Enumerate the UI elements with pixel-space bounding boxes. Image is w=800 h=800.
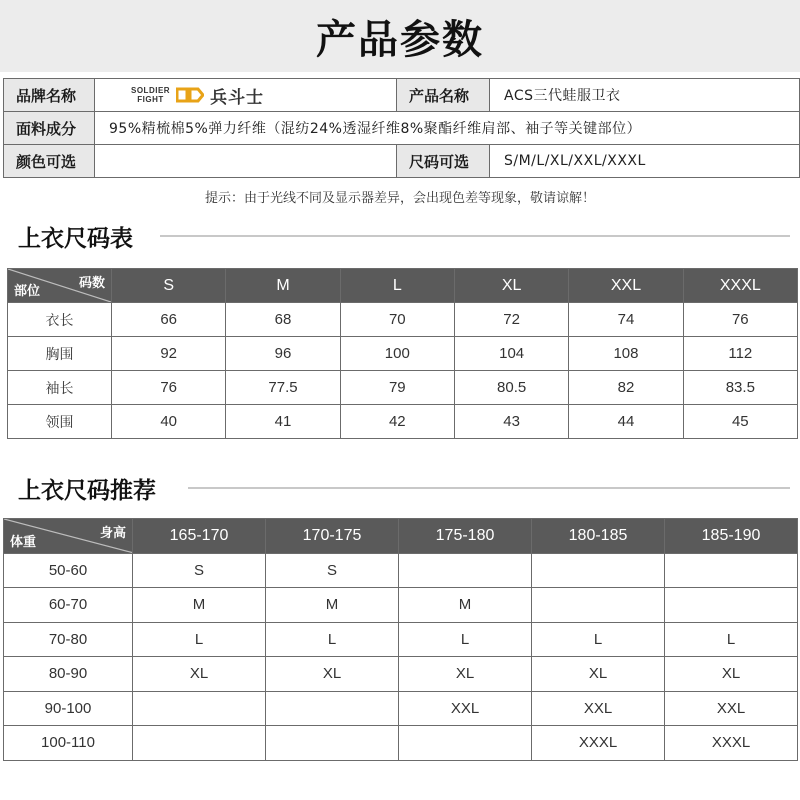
table-cell: 83.5 bbox=[683, 371, 797, 405]
fabric-label: 面料成分 bbox=[4, 112, 95, 145]
table-cell bbox=[532, 588, 665, 623]
table-cell: L bbox=[532, 622, 665, 657]
height-col-header: 180-185 bbox=[532, 519, 665, 554]
table-cell: 41 bbox=[226, 405, 340, 439]
page-title: 产品参数 bbox=[316, 16, 484, 63]
height-col-header: 185-190 bbox=[665, 519, 798, 554]
size-value: S/M/L/XL/XXL/XXXL bbox=[490, 145, 800, 178]
table-cell: XL bbox=[665, 657, 798, 692]
size-col-header: M bbox=[226, 269, 340, 303]
brand-mark-icon bbox=[176, 87, 204, 103]
product-label: 产品名称 bbox=[397, 79, 490, 112]
table-row bbox=[4, 657, 798, 692]
table-cell: 40 bbox=[112, 405, 226, 439]
size-col-header: XXXL bbox=[683, 269, 797, 303]
table-cell bbox=[266, 691, 399, 726]
size-chart-header-row bbox=[8, 269, 798, 303]
corner-weight-label: 体重 bbox=[10, 534, 37, 550]
table-cell: XXXL bbox=[532, 726, 665, 761]
table-cell: M bbox=[266, 588, 399, 623]
table-cell: 66 bbox=[112, 303, 226, 337]
corner-height-label: 身高 bbox=[99, 526, 126, 541]
table-cell: S bbox=[266, 553, 399, 588]
table-row bbox=[4, 622, 798, 657]
table-cell bbox=[665, 553, 798, 588]
size-label: 尺码可选 bbox=[397, 145, 490, 178]
size-col-header: S bbox=[112, 269, 226, 303]
row-label: 领围 bbox=[8, 405, 112, 439]
divider bbox=[188, 487, 790, 489]
table-cell: 92 bbox=[112, 337, 226, 371]
size-col-header: XXL bbox=[569, 269, 683, 303]
size-chart-table bbox=[7, 268, 798, 439]
table-cell: 112 bbox=[683, 337, 797, 371]
table-cell bbox=[665, 588, 798, 623]
recommend-title: 上衣尺码推荐 bbox=[18, 478, 156, 504]
table-cell: 96 bbox=[226, 337, 340, 371]
table-cell: 70 bbox=[340, 303, 454, 337]
brand-logo-cell bbox=[95, 79, 397, 112]
table-cell bbox=[532, 553, 665, 588]
table-row bbox=[8, 371, 798, 405]
row-label: 50-60 bbox=[4, 553, 133, 588]
table-row bbox=[8, 405, 798, 439]
table-cell: 80.5 bbox=[454, 371, 568, 405]
size-col-header: XL bbox=[454, 269, 568, 303]
divider bbox=[160, 235, 790, 237]
params-row bbox=[4, 112, 800, 145]
table-cell: S bbox=[133, 553, 266, 588]
table-cell bbox=[266, 726, 399, 761]
row-label: 衣长 bbox=[8, 303, 112, 337]
size-chart-title: 上衣尺码表 bbox=[18, 226, 133, 252]
table-cell: L bbox=[266, 622, 399, 657]
table-cell: 108 bbox=[569, 337, 683, 371]
row-label: 胸围 bbox=[8, 337, 112, 371]
table-cell: 45 bbox=[683, 405, 797, 439]
row-label: 60-70 bbox=[4, 588, 133, 623]
color-value bbox=[95, 145, 397, 178]
height-col-header: 165-170 bbox=[133, 519, 266, 554]
table-cell: 44 bbox=[569, 405, 683, 439]
product-params-table bbox=[3, 78, 800, 178]
table-cell bbox=[133, 691, 266, 726]
row-label: 100-110 bbox=[4, 726, 133, 761]
corner-part-label: 部位 bbox=[14, 284, 41, 299]
table-cell: 79 bbox=[340, 371, 454, 405]
brand-logo-en: SOLDIER FIGHT bbox=[131, 86, 171, 104]
color-label: 颜色可选 bbox=[4, 145, 95, 178]
params-row bbox=[4, 145, 800, 178]
table-cell: XL bbox=[532, 657, 665, 692]
table-cell: 77.5 bbox=[226, 371, 340, 405]
table-row bbox=[8, 303, 798, 337]
table-row bbox=[8, 337, 798, 371]
table-cell: XL bbox=[133, 657, 266, 692]
table-row bbox=[4, 726, 798, 761]
table-cell: 76 bbox=[683, 303, 797, 337]
table-cell: XXL bbox=[532, 691, 665, 726]
row-label: 80-90 bbox=[4, 657, 133, 692]
table-row bbox=[4, 588, 798, 623]
table-cell: L bbox=[399, 622, 532, 657]
table-cell: 104 bbox=[454, 337, 568, 371]
table-cell: 43 bbox=[454, 405, 568, 439]
height-col-header: 170-175 bbox=[266, 519, 399, 554]
brand-logo-cn: 兵斗士 bbox=[210, 87, 265, 108]
recommend-header-row bbox=[4, 519, 798, 554]
table-cell: XL bbox=[399, 657, 532, 692]
table-cell: 100 bbox=[340, 337, 454, 371]
table-cell: 68 bbox=[226, 303, 340, 337]
size-recommend-table bbox=[3, 518, 798, 761]
height-col-header: 175-180 bbox=[399, 519, 532, 554]
table-cell: XXL bbox=[399, 691, 532, 726]
table-cell: 72 bbox=[454, 303, 568, 337]
table-cell: 42 bbox=[340, 405, 454, 439]
table-cell: M bbox=[133, 588, 266, 623]
row-label: 90-100 bbox=[4, 691, 133, 726]
table-cell bbox=[399, 726, 532, 761]
table-cell: XXXL bbox=[665, 726, 798, 761]
corner-size-label: 码数 bbox=[78, 276, 105, 291]
table-row bbox=[4, 691, 798, 726]
row-label: 70-80 bbox=[4, 622, 133, 657]
table-cell: 76 bbox=[112, 371, 226, 405]
fabric-value: 95%精梳棉5%弹力纤维（混纺24%透湿纤维8%聚酯纤维肩部、袖子等关键部位） bbox=[95, 112, 800, 145]
table-cell: XXL bbox=[665, 691, 798, 726]
table-cell: 82 bbox=[569, 371, 683, 405]
page-banner bbox=[0, 0, 800, 72]
table-cell bbox=[133, 726, 266, 761]
product-value: ACS三代蛙服卫衣 bbox=[490, 79, 800, 112]
table-row bbox=[4, 553, 798, 588]
table-cell: M bbox=[399, 588, 532, 623]
recommend-corner bbox=[4, 519, 133, 554]
table-cell bbox=[399, 553, 532, 588]
size-chart-corner bbox=[8, 269, 112, 303]
brand-logo bbox=[109, 83, 396, 108]
color-notice: 提示：由于光线不同及显示器差异，会出现色差等现象，敬请谅解！ bbox=[204, 191, 595, 206]
params-row bbox=[4, 79, 800, 112]
table-cell: XL bbox=[266, 657, 399, 692]
table-cell: L bbox=[133, 622, 266, 657]
brand-label: 品牌名称 bbox=[4, 79, 95, 112]
size-col-header: L bbox=[340, 269, 454, 303]
table-cell: 74 bbox=[569, 303, 683, 337]
row-label: 袖长 bbox=[8, 371, 112, 405]
table-cell: L bbox=[665, 622, 798, 657]
